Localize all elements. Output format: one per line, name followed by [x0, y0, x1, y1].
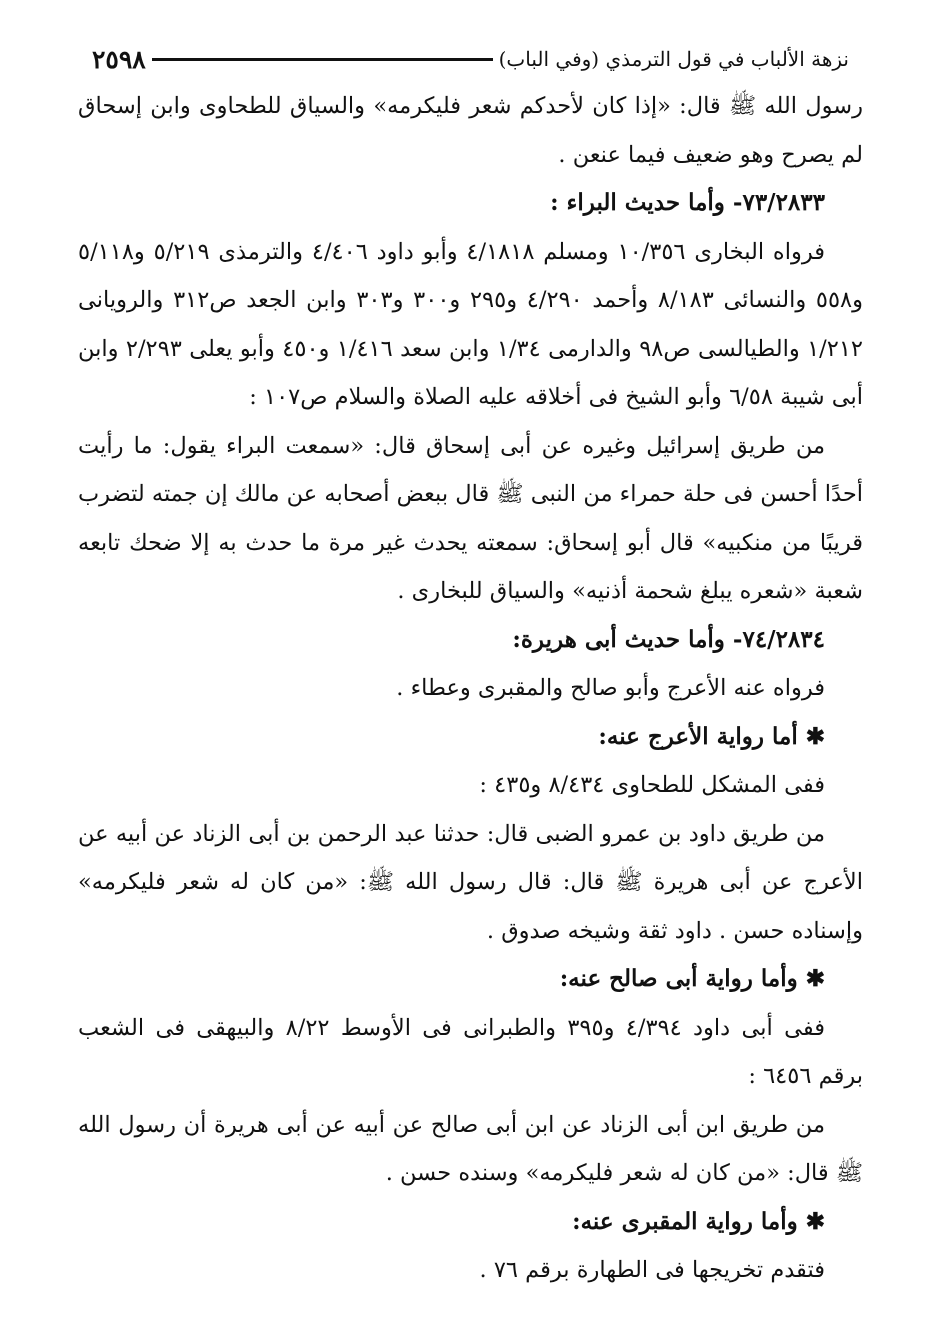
page-number: ٢٥٩٨ [92, 44, 146, 74]
paragraph-abu-dawud-source: ففى أبى داود ٤/٣٩٤ و٣٩٥ والطبرانى فى الأوسط ٨/٢٢ والبيهقى فى الشعب برقم ٦٤٥٦ : [78, 1014, 863, 1089]
paragraph-taharah-reference: فتقدم تخريجها فى الطهارة برقم ٧٦ . [479, 1257, 825, 1283]
subheading-maqburi: ✱ وأما رواية المقبرى عنه: [572, 1207, 825, 1235]
body-text [78, 82, 863, 1295]
paragraph-narrators: فرواه عنه الأعرج وأبو صالح والمقبرى وعطاء . [396, 675, 825, 701]
running-title: نزهة الألباب في قول الترمذي (وفي الباب) [498, 47, 849, 71]
paragraph-mushkil-source: ففى المشكل للطحاوى ٨/٤٣٤ و٤٣٥ : [479, 772, 825, 798]
section-heading-bara: ٧٣/٢٨٣٣- وأما حديث البراء : [550, 189, 825, 216]
section-heading-abu-hurayra: ٧٤/٢٨٣٤- وأما حديث أبى هريرة: [512, 625, 825, 653]
subheading-araj: ✱ أما رواية الأعرج عنه: [598, 722, 825, 750]
paragraph-bara-sources: فرواه البخارى ١٠/٣٥٦ ومسلم ٤/١٨١٨ وأبو داود ٤/٤٠٦ والترمذى ٥/٢١٩ و٥/١١٨ و٥٥٨ والنسائى ٨/١٨٣ وأحمد ٤/٢٩٠ و٢٩٥ و٣٠٠ و٣٠٣ وابن الجعد ص٣١٢ والرويانى ١/٢١٢ والطيالسى ص٩٨ والدارمى ١/٣٤ وابن سعد ١/٤١٦ و٤٥٠ وأبو يعلى ٢/٢٩٣ وابن أبى شيبة ٦/٥٨ وأبو الشيخ فى أخلاقه عليه الصلاة والسلام ص١٠٧ : [78, 238, 863, 410]
running-header [78, 40, 863, 78]
paragraph-araj-chain: من طريق داود بن عمرو الضبى قال: حدثنا عبد الرحمن بن أبى الزناد عن أبيه عن الأعرج عن أبى هريرة ﷺ قال: قال رسول الله ﷺ: «من كان له شعر فليكرمه» وإسناده حسن . داود ثقة وشيخه صدوق . [78, 820, 863, 944]
subheading-abu-salih: ✱ وأما رواية أبى صالح عنه: [559, 965, 825, 992]
header-rule [152, 58, 493, 61]
paragraph-abu-salih-chain: من طريق ابن أبى الزناد عن ابن أبى صالح عن أبيه عن أبى هريرة أن رسول الله ﷺ قال: «من كان له شعر فليكرمه» وسنده حسن . [78, 1111, 863, 1186]
paragraph-bara-chain: من طريق إسرائيل وغيره عن أبى إسحاق قال: «سمعت البراء يقول: ما رأيت أحدًا أحسن فى حلة حمراء من النبى ﷺ قال ببعض أصحابه عن مالك إن جمته لتضرب قريبًا من منكبيه» قال أبو إسحاق: سمعته يحدث غير مرة ما حدث به إلا ضحك تابعه شعبة «شعره يبلغ شحمة أذنيه» والسياق للبخارى . [78, 432, 863, 604]
paragraph-continuation: رسول الله ﷺ قال: «إذا كان لأحدكم شعر فليكرمه» والسياق للطحاوى وابن إسحاق لم يصرح وهو ضعيف فيما عنعن . [78, 93, 863, 168]
